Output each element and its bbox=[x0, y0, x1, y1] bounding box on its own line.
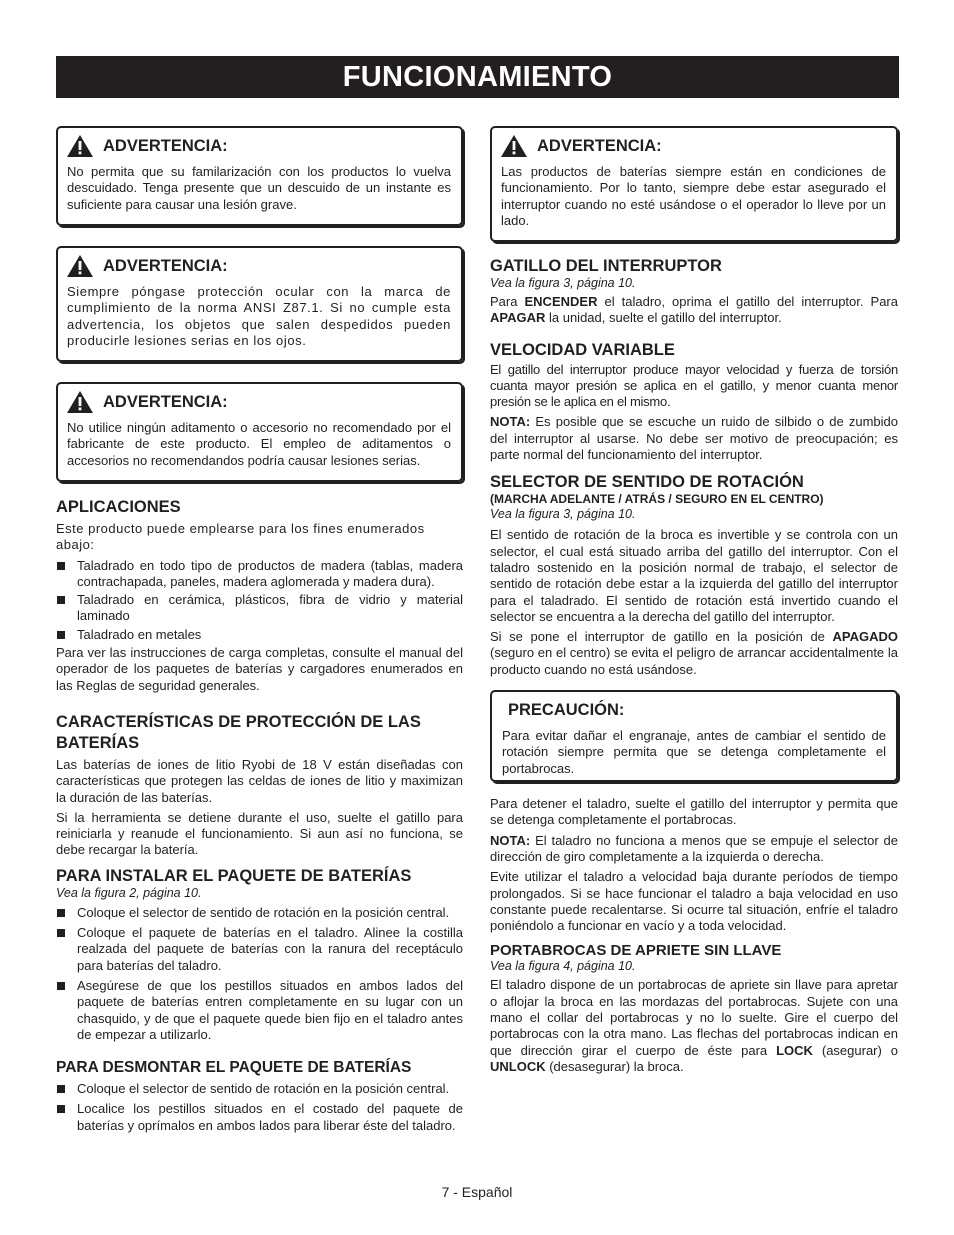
right-column bbox=[490, 126, 898, 1075]
warning-text: No permita que su familarización con los productos lo vuelva descuidado. Tenga presente que un descuido de un instante es suficiente para causar una lesión grave. bbox=[67, 164, 451, 212]
detener-p3: Evite utilizar el taladro a velocidad baja durante períodos de tiempo prolongados. Si se hace funcionar el taladro a baja velocidad en uso constante puede recalentarse. Si ocurre tal situación, enfríe el taladro poniéndolo a funcionar en vacío y a toda velocidad. bbox=[490, 869, 898, 934]
bullet-square-icon bbox=[57, 596, 65, 604]
section-heading-aplicaciones: APLICACIONES bbox=[56, 498, 181, 516]
warning-triangle-icon bbox=[67, 135, 93, 157]
page-number: 7 - Español bbox=[441, 1184, 513, 1200]
warning-triangle-icon bbox=[67, 391, 93, 413]
portabrocas-text: El taladro dispone de un portabrocas de apriete sin llave para apretar o aflojar la broca en las mordazas del portabrocas. Sujete con una mano el collar del portabrocas y no lo suelte. Gire el cuerpo del portabrocas con la otra mano. Las flechas del portabrocas indican en que dirección girar el cuerpo de éste para LOCK (asegurar) o UNLOCK (desasegurar) la broca. bbox=[490, 977, 898, 1074]
selector-p1: El sentido de rotación de la broca es invertible y se controla con un selector, el cual está situado arriba del gatillo del interruptor. Con el taladro sostenido en la posición normal de trabajo, el selector de sentido de rotación debe estar a la izquierda del gatillo del interruptor para el taladrado. El sentido de rotación está invertido cuando el selector se encuentra a la derecha del gatillo del interruptor. bbox=[490, 527, 898, 624]
section-heading-selector: SELECTOR DE SENTIDO DE ROTACIÓN bbox=[490, 473, 804, 492]
list-item: Taladrado en todo tipo de productos de madera (tablas, madera contrachapada, paneles, madera aglomerada y madera dura). bbox=[56, 558, 463, 591]
warning-box bbox=[56, 126, 463, 226]
list-item: Coloque el paquete de baterías en el taladro. Alinee la costilla realzada del paquete de baterías con la ranura del receptáculo para baterías del taladro. bbox=[56, 925, 463, 974]
caution-box bbox=[490, 690, 898, 782]
list-item: Asegúrese de que los pestillos situados en ambos lados del paquete de baterías entren completamente en su lugar con un chasquido, y de que el paquete quede bien fijo en el taladro antes de empezar a utilizarlo. bbox=[56, 978, 463, 1043]
figure-reference: Vea la figura 2, página 10. bbox=[56, 885, 202, 900]
warning-box bbox=[490, 126, 898, 242]
section-heading-desmontar: PARA DESMONTAR EL PAQUETE DE BATERÍAS bbox=[56, 1059, 412, 1077]
warning-title: ADVERTENCIA: bbox=[103, 256, 228, 275]
velocidad-nota: NOTA: Es posible que se escuche un ruido de silbido o de zumbido del interruptor al usarse. No debe ser motivo de preocupación; es parte normal del funcionamiento del interruptor. bbox=[490, 414, 898, 463]
caracteristicas-p2: Si la herramienta se detiene durante el uso, suelte el gatillo para reiniciarla y reanude el funcionamiento. Si aun así no funciona, se debe recargar la batería. bbox=[56, 809, 463, 858]
warning-text: No utilice ningún aditamento o accesorio no recomendado por el fabricante de este producto. El empleo de aditamentos o accesorios no recomendandos podría causar lesiones serias. bbox=[67, 420, 451, 468]
bullet-square-icon bbox=[57, 1085, 65, 1093]
bullet-square-icon bbox=[57, 909, 65, 917]
velocidad-p1: El gatillo del interruptor produce mayor velocidad y fuerza de torsión cuanta mayor presión se aplica en el gatillo, y menor cuanta menor presión se le aplica en el mismo. bbox=[490, 361, 898, 410]
list-item: Taladrado en metales bbox=[56, 627, 463, 643]
list-item: Localice los pestillos situados en el costado del paquete de baterías y oprímalos en ambos lados para liberar éste del taladro. bbox=[56, 1101, 463, 1134]
section-heading-portabrocas: PORTABROCAS DE APRIETE SIN LLAVE bbox=[490, 942, 782, 960]
warning-box bbox=[56, 246, 463, 362]
selector-p2: Si se pone el interruptor de gatillo en la posición de APAGADO (seguro en el centro) se evita el peligro de arrancar accidentalmente la producto cuando no está usándose. bbox=[490, 629, 898, 677]
warning-text: Siempre póngase protección ocular con la marca de cumplimiento de la norma ANSI Z87.1. Si no cumple esta advertencia, los objetos que salen despedidos pueden producirle lesiones serias en los ojos. bbox=[67, 284, 451, 348]
figure-reference: Vea la figura 3, página 10. bbox=[490, 507, 636, 522]
bullet-square-icon bbox=[57, 1105, 65, 1113]
warning-text: Las productos de baterías siempre están en condiciones de funcionamiento. Por lo tanto, siempre debe estar asegurado el interruptor cuando no esté usándose o el operador lo lleve por un lado. bbox=[501, 164, 886, 228]
figure-reference: Vea la figura 3, página 10. bbox=[490, 276, 636, 290]
page-title: FUNCIONAMIENTO bbox=[56, 56, 899, 98]
caution-title: PRECAUCIÓN: bbox=[508, 700, 625, 719]
warning-title: ADVERTENCIA: bbox=[103, 392, 228, 411]
caution-text: Para evitar dañar el engranaje, antes de cambiar el sentido de rotación siempre permita que se detenga completamente el portabrocas. bbox=[502, 728, 886, 776]
left-column bbox=[56, 126, 463, 1134]
bullet-square-icon bbox=[57, 929, 65, 937]
list-item: Taladrado en cerámica, plásticos, fibra de vidrio y material laminado bbox=[56, 592, 463, 625]
caracteristicas-p1: Las baterías de iones de litio Ryobi de 18 V están diseñadas con características que protegen las celdas de iones de litio y maximizan la duración de las baterías. bbox=[56, 756, 463, 805]
section-heading-instalar: PARA INSTALAR EL PAQUETE DE BATERÍAS bbox=[56, 866, 412, 885]
detener-nota: NOTA: El taladro no funciona a menos que se empuje el selector de dirección de giro completamente a la izquierda o derecha. bbox=[490, 832, 898, 864]
aplicaciones-outro: Para ver las instrucciones de carga completas, consulte el manual del operador de los paquetes de baterías y cargadores enumerados en las Reglas de seguridad generales. bbox=[56, 645, 463, 693]
warning-triangle-icon bbox=[501, 135, 527, 157]
bullet-square-icon bbox=[57, 982, 65, 990]
section-heading-velocidad: VELOCIDAD VARIABLE bbox=[490, 340, 675, 359]
warning-box bbox=[56, 382, 463, 482]
gatillo-text: Para ENCENDER el taladro, oprima el gatillo del interruptor. Para APAGAR la unidad, suelte el gatillo del interruptor. bbox=[490, 294, 898, 326]
warning-title: ADVERTENCIA: bbox=[103, 136, 228, 155]
list-item: Coloque el selector de sentido de rotación en la posición central. bbox=[56, 1081, 463, 1097]
list-item: Coloque el selector de sentido de rotación en la posición central. bbox=[56, 905, 463, 921]
figure-reference: Vea la figura 4, página 10. bbox=[490, 959, 636, 974]
bullet-square-icon bbox=[57, 562, 65, 570]
bullet-square-icon bbox=[57, 631, 65, 639]
section-heading-caracteristicas: CARACTERÍSTICAS DE PROTECCIÓN DE LAS BATERÍAS bbox=[56, 712, 421, 752]
warning-title: ADVERTENCIA: bbox=[537, 136, 662, 155]
selector-subheading: (MARCHA ADELANTE / ATRÁS / SEGURO EN EL CENTRO) bbox=[490, 492, 824, 507]
aplicaciones-intro: Este producto puede emplearse para los fines enumerados abajo: bbox=[56, 521, 425, 553]
section-heading-gatillo: GATILLO DEL INTERRUPTOR bbox=[490, 257, 722, 275]
detener-p1: Para detener el taladro, suelte el gatillo del interruptor y permita que se detenga completamente el portabrocas. bbox=[490, 796, 898, 828]
warning-triangle-icon bbox=[67, 255, 93, 277]
